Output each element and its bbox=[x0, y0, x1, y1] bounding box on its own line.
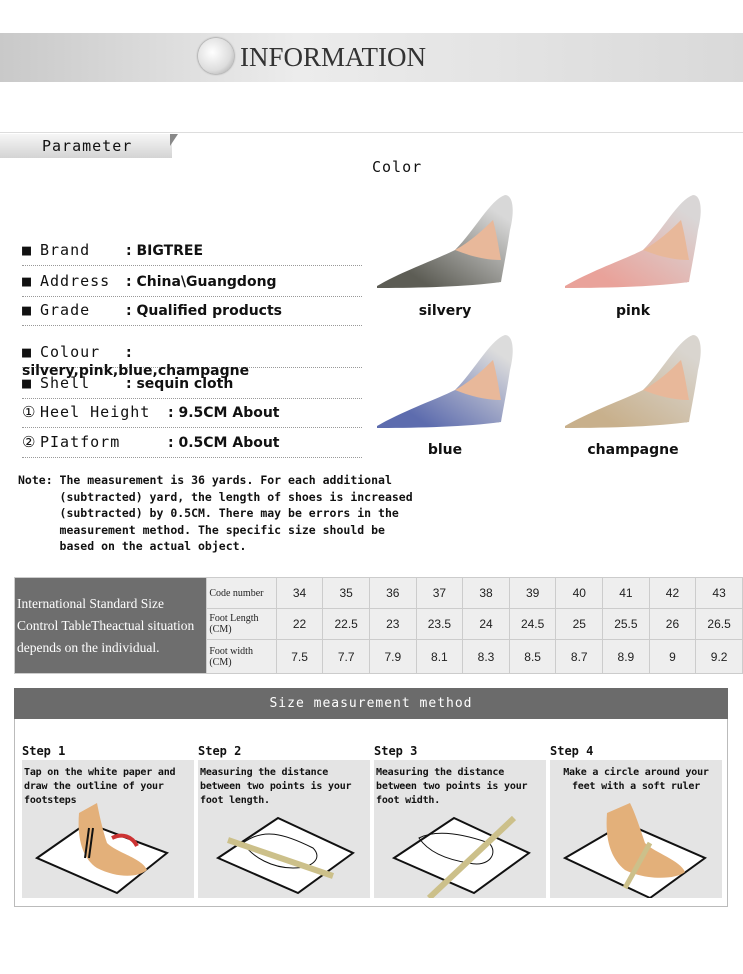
size-table-description bbox=[15, 578, 207, 674]
parameter-row bbox=[22, 272, 362, 297]
shoe-icon bbox=[563, 190, 708, 295]
parameter-row bbox=[22, 403, 362, 428]
size-cell: 36 bbox=[370, 578, 417, 609]
bullet-icon: ■ bbox=[22, 374, 33, 392]
shoe-icon bbox=[375, 330, 520, 435]
foot-measure-illustration bbox=[555, 798, 717, 902]
size-cell: 8.7 bbox=[556, 640, 603, 674]
parameter-value: : sequin cloth bbox=[126, 376, 234, 392]
bullet-icon: ■ bbox=[22, 241, 33, 259]
row-label: Foot width (CM) bbox=[207, 640, 276, 674]
step-description: Measuring the distance between two points is your foot width. bbox=[376, 767, 528, 806]
step-panel bbox=[550, 760, 722, 898]
shoe-icon bbox=[563, 330, 708, 435]
size-method-title: Size measurement method bbox=[14, 688, 728, 719]
size-cell: 23.5 bbox=[416, 609, 463, 640]
foot-measure-illustration bbox=[203, 798, 365, 902]
size-cell: 23 bbox=[370, 609, 417, 640]
row-label: Foot Length (CM) bbox=[207, 609, 276, 640]
parameter-row bbox=[22, 301, 362, 326]
description-line: Control TableTheactual situation bbox=[17, 617, 195, 633]
size-cell: 26 bbox=[649, 609, 696, 640]
size-cell: 7.5 bbox=[276, 640, 323, 674]
color-label: silvery bbox=[418, 303, 472, 319]
parameter-value: : silvery,pink,blue,champagne bbox=[22, 345, 250, 379]
color-label: champagne bbox=[587, 442, 679, 458]
bullet-icon: ■ bbox=[22, 272, 33, 290]
size-cell: 8.5 bbox=[509, 640, 556, 674]
size-cell: 24 bbox=[463, 609, 510, 640]
parameter-tab: Parameter bbox=[0, 134, 172, 158]
size-cell: 26.5 bbox=[696, 609, 743, 640]
size-table bbox=[14, 577, 743, 674]
step-description: Tap on the white paper and draw the outline of your footsteps bbox=[24, 767, 176, 806]
size-cell: 41 bbox=[603, 578, 650, 609]
bullet-icon: ■ bbox=[22, 301, 33, 319]
size-cell: 9.2 bbox=[696, 640, 743, 674]
color-title: Color bbox=[372, 158, 423, 176]
circle-ornament-icon bbox=[198, 38, 234, 74]
parameter-row bbox=[22, 374, 362, 399]
bullet-icon: ■ bbox=[22, 343, 33, 361]
measurement-step bbox=[22, 744, 194, 898]
parameter-key: Grade bbox=[40, 301, 91, 319]
color-label: blue bbox=[427, 442, 463, 458]
parameter-value: : 0.5CM About bbox=[168, 435, 280, 451]
size-cell: 8.3 bbox=[463, 640, 510, 674]
banner-title: INFORMATION bbox=[240, 42, 427, 72]
parameter-value: : 9.5CM About bbox=[168, 405, 280, 421]
parameter-value: : BIGTREE bbox=[126, 243, 204, 259]
size-cell: 35 bbox=[323, 578, 370, 609]
parameter-key: PIatform bbox=[40, 433, 121, 451]
shoe-image-blue[interactable] bbox=[375, 330, 520, 435]
step-title: Step 4 bbox=[550, 744, 594, 758]
size-cell: 37 bbox=[416, 578, 463, 609]
foot-measure-illustration bbox=[379, 798, 541, 902]
step-description: Measuring the distance between two points is your foot length. bbox=[200, 767, 352, 806]
step-title: Step 3 bbox=[374, 744, 418, 758]
parameter-key: Heel Height bbox=[40, 403, 151, 421]
size-cell: 7.7 bbox=[323, 640, 370, 674]
step-title: Step 2 bbox=[198, 744, 242, 758]
bullet-icon: ① bbox=[22, 403, 37, 421]
row-label: Code number bbox=[207, 578, 276, 609]
size-cell: 34 bbox=[276, 578, 323, 609]
size-cell: 24.5 bbox=[509, 609, 556, 640]
size-cell: 8.1 bbox=[416, 640, 463, 674]
step-panel bbox=[374, 760, 546, 898]
shoe-image-pink[interactable] bbox=[563, 190, 708, 295]
size-cell: 43 bbox=[696, 578, 743, 609]
parameter-row bbox=[22, 343, 362, 379]
color-label: pink bbox=[615, 303, 651, 319]
parameter-key: Shell bbox=[40, 374, 91, 392]
shoe-image-silvery[interactable] bbox=[375, 190, 520, 295]
description-line: depends on the individual. bbox=[17, 639, 160, 655]
step-panel bbox=[22, 760, 194, 898]
size-cell: 25.5 bbox=[603, 609, 650, 640]
measurement-note: Note: The measurement is 36 yards. For each additional (subtracted) yard, the length of shoes is increased (subtracted) by 0.5CM. There may be errors in the measurement method. The specific size should be based on the actual object. bbox=[18, 473, 413, 553]
size-table-row bbox=[15, 578, 743, 609]
description-line: International Standard Size bbox=[17, 595, 164, 611]
tab-corner bbox=[170, 134, 178, 146]
size-cell: 38 bbox=[463, 578, 510, 609]
divider bbox=[0, 132, 743, 133]
size-cell: 22 bbox=[276, 609, 323, 640]
size-cell: 7.9 bbox=[370, 640, 417, 674]
size-cell: 8.9 bbox=[603, 640, 650, 674]
shoe-icon bbox=[375, 190, 520, 295]
parameter-key: Colour bbox=[40, 343, 101, 361]
measurement-step bbox=[198, 744, 370, 898]
parameter-key: Address bbox=[40, 272, 111, 290]
size-cell: 25 bbox=[556, 609, 603, 640]
parameter-row bbox=[22, 433, 362, 458]
size-cell: 22.5 bbox=[323, 609, 370, 640]
step-title: Step 1 bbox=[22, 744, 66, 758]
measurement-step bbox=[550, 744, 722, 898]
size-cell: 39 bbox=[509, 578, 556, 609]
parameter-value: : Qualified products bbox=[126, 303, 283, 319]
step-panel bbox=[198, 760, 370, 898]
parameter-value: : China\Guangdong bbox=[126, 274, 277, 290]
parameter-row bbox=[22, 241, 362, 266]
size-cell: 9 bbox=[649, 640, 696, 674]
size-cell: 40 bbox=[556, 578, 603, 609]
shoe-image-champagne[interactable] bbox=[563, 330, 708, 435]
step-description: Make a circle around your feet with a soft ruler bbox=[563, 767, 709, 792]
bullet-icon: ② bbox=[22, 433, 37, 451]
parameter-key: Brand bbox=[40, 241, 91, 259]
measurement-step bbox=[374, 744, 546, 898]
foot-measure-illustration bbox=[27, 798, 189, 902]
size-cell: 42 bbox=[649, 578, 696, 609]
